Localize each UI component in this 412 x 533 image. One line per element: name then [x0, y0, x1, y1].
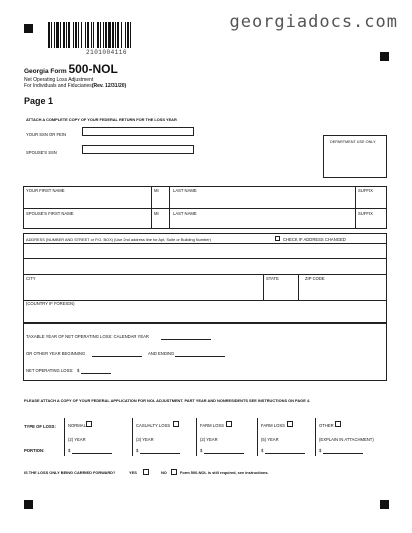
portion-dollar: $	[136, 448, 139, 453]
no-label: NO	[161, 470, 167, 475]
ssn-field[interactable]	[82, 127, 194, 136]
loss-type-year: (3) YEAR	[136, 437, 154, 442]
portion-amount-field[interactable]	[72, 453, 112, 454]
form-title	[24, 62, 118, 76]
loss-year-section	[23, 323, 387, 381]
type-of-loss-label: TYPE OF LOSS:	[24, 424, 56, 429]
loss-type-name: NORMAL	[68, 423, 86, 428]
address-changed-checkbox[interactable]	[275, 236, 280, 241]
portion-dollar: $	[68, 448, 71, 453]
registration-mark-top-right	[380, 52, 389, 61]
loss-type-year: (5) YEAR	[261, 437, 279, 442]
loss-type-name: CASUALTY LOSS	[136, 423, 171, 428]
name-section	[23, 186, 387, 229]
barcode	[48, 22, 186, 48]
loss-type-year: (2) YEAR	[200, 437, 218, 442]
loss-type-name: FARM LOSS	[200, 423, 224, 428]
portion-amount-field[interactable]	[140, 453, 180, 454]
taxable-year-label	[26, 334, 149, 339]
spouse-mi-label: MI	[154, 211, 159, 216]
other-year-end-field[interactable]	[175, 356, 225, 357]
nol-dollar: $	[77, 368, 80, 373]
form-subtitle-1: Net Operating Loss Adjustment	[24, 77, 94, 83]
page-title: Page 1	[24, 96, 54, 106]
portion-amount-field[interactable]	[323, 453, 363, 454]
state-label: STATE	[266, 276, 279, 281]
spouse-suffix-label: SUFFIX	[358, 211, 373, 216]
portion-dollar: $	[319, 448, 322, 453]
portion-label: PORTION:	[24, 448, 45, 453]
form-prefix: Georgia Form	[24, 68, 69, 75]
loss-type-checkbox[interactable]	[287, 421, 293, 427]
spouse-last-name-label: LAST NAME	[173, 211, 197, 216]
registration-mark-top-left	[24, 24, 33, 33]
portion-amount-field[interactable]	[265, 453, 305, 454]
nol-amount-field[interactable]	[81, 373, 111, 374]
ssn-label: YOUR SSN OR FEIN	[26, 132, 67, 137]
address-label: ADDRESS (NUMBER AND STREET or P.O. BOX) (Use 2nd address line for Apt, Suite or Building Number)	[26, 237, 211, 242]
taxable-year-text: TAXABLE YEAR OF NET OPERATING LOSS: CALENDAR YEAR	[26, 334, 149, 339]
carried-forward-label: IS THE LOSS ONLY BEING CARRIED FORWARD?	[24, 470, 116, 475]
spouse-ssn-field[interactable]	[82, 145, 194, 154]
suffix-label: SUFFIX	[358, 188, 373, 193]
loss-type-name: OTHER	[319, 423, 334, 428]
loss-type-checkbox[interactable]	[226, 421, 232, 427]
loss-type-checkbox[interactable]	[173, 421, 179, 427]
carried-forward-yes-checkbox[interactable]	[143, 469, 149, 475]
carried-forward-no-checkbox[interactable]	[171, 469, 177, 475]
last-name-label: LAST NAME	[173, 188, 197, 193]
portion-amount-field[interactable]	[204, 453, 244, 454]
department-use-box	[323, 135, 387, 178]
barcode-bar	[131, 22, 133, 48]
attach-instruction: ATTACH A COMPLETE COPY OF YOUR FEDERAL RETURN FOR THE LOSS YEAR	[26, 117, 177, 122]
department-use-label: DEPARTMENT USE ONLY	[330, 140, 376, 144]
address-section	[23, 233, 387, 323]
form-subtitle-2	[24, 83, 126, 89]
country-label: (COUNTRY IF FOREIGN)	[26, 301, 75, 306]
subtitle-2-text: For Individuals and Fiduciaries	[24, 83, 92, 89]
portion-dollar: $	[261, 448, 264, 453]
city-label: CITY	[26, 276, 36, 281]
barcode-number: 2101004116	[86, 49, 128, 56]
address-changed-label: CHECK IF ADDRESS CHANGED	[283, 237, 346, 242]
registration-mark-bottom-left	[24, 500, 33, 509]
form-number: 500-NOL	[68, 62, 118, 76]
mi-label: MI	[154, 188, 159, 193]
yes-label: YES	[129, 470, 137, 475]
loss-type-name: FARM LOSS	[261, 423, 285, 428]
no-note: Form 500-NOL is still required, see instructions.	[180, 470, 269, 475]
loss-type-year: (EXPLAIN IN ATTACHMENT)	[319, 437, 374, 442]
loss-type-checkbox[interactable]	[335, 421, 341, 427]
ending-label: AND ENDING	[148, 351, 175, 356]
application-instruction: PLEASE ATTACH A COPY OF YOUR FEDERAL APPLICATION FOR NOL ADJUSTMENT. PART YEAR AND NONRESIDENTS SEE INSTRUCTIONS ON PAGE 4.	[24, 398, 311, 403]
zip-label: ZIP CODE	[305, 276, 325, 281]
registration-mark-bottom-right	[380, 500, 389, 509]
portion-dollar: $	[200, 448, 203, 453]
calendar-year-field[interactable]	[161, 339, 211, 340]
spouse-ssn-label: SPOUSE'S SSN	[26, 150, 57, 155]
nol-label: NET OPERATING LOSS:	[26, 368, 74, 373]
loss-type-year: (2) YEAR	[68, 437, 86, 442]
first-name-label: YOUR FIRST NAME	[26, 188, 65, 193]
loss-type-checkbox[interactable]	[86, 421, 92, 427]
watermark: georgiadocs.com	[229, 12, 398, 32]
revision: (Rev. 12/31/20)	[91, 83, 127, 89]
other-year-label: OR OTHER YEAR BEGINNING	[26, 351, 86, 356]
spouse-first-name-label: SPOUSE'S FIRST NAME	[26, 211, 74, 216]
other-year-begin-field[interactable]	[92, 356, 142, 357]
